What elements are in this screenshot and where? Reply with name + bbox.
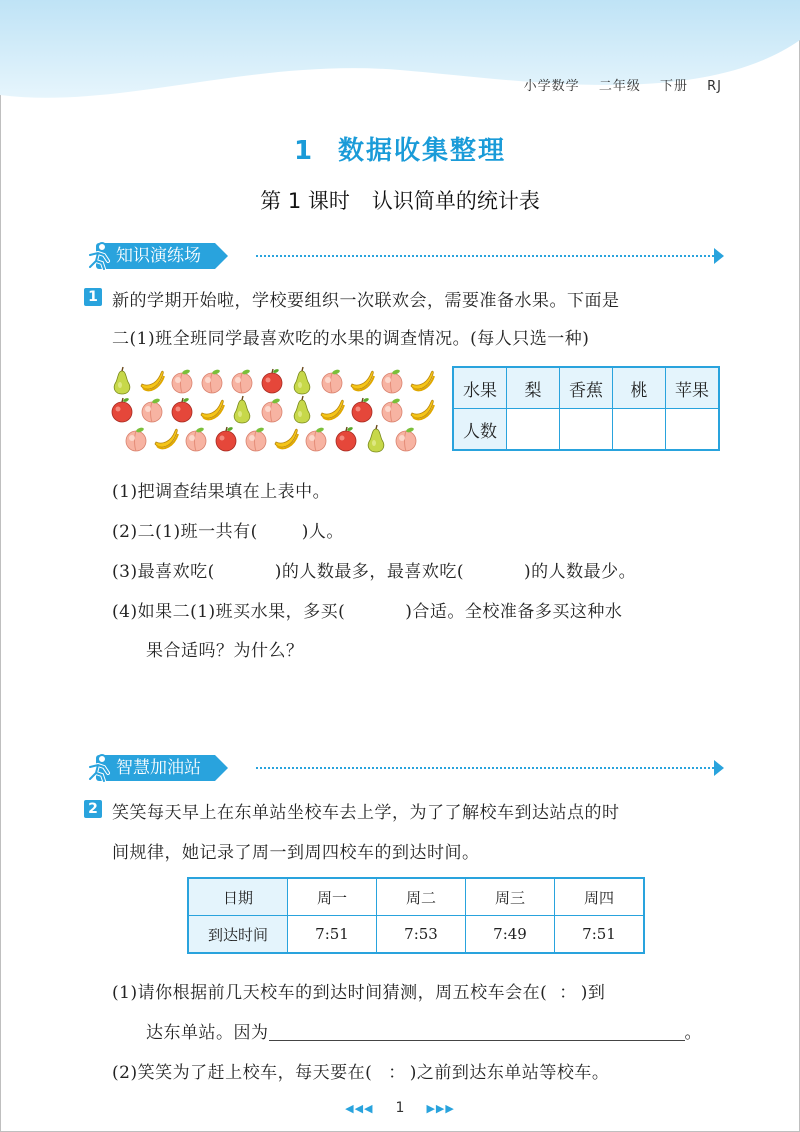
q1-sub1: (1)把调查结果填在上表中。: [112, 482, 331, 502]
q2-sub2-colon[interactable]: ：: [388, 1063, 406, 1083]
lesson-title: 认识简单的统计表: [371, 189, 540, 213]
peach-icon: [382, 398, 402, 422]
q1-sub3-c: )的人数最少。: [523, 562, 637, 582]
q2-sub1-b: )到: [580, 983, 606, 1003]
q1-text-line1: 新的学期开始啦，学校要组织一次联欢会，需要准备水果。下面是: [112, 291, 620, 311]
peach-icon: [232, 369, 252, 393]
q2-sub1-line2: [146, 1018, 702, 1043]
peach-icon: [262, 398, 282, 422]
fruit-illustration: [108, 366, 438, 456]
q2-sub1-a: (1)请你根据前几天校车的到达时间猜测，周五校车会在(: [112, 983, 548, 1003]
prev-arrows-icon: ◀◀◀: [345, 1102, 374, 1115]
banana-icon: [201, 400, 224, 419]
q2-text-line1: 笑笑每天早上在东单站坐校车去上学，为了了解校车到达站点的时: [112, 803, 620, 823]
peach-icon: [306, 427, 326, 451]
count-cell-apple[interactable]: [666, 409, 720, 451]
running-figure-icon: [84, 753, 114, 783]
page-title: [0, 130, 800, 167]
arrival-thursday: 7:51: [555, 916, 645, 954]
table-header-fruit: 水果: [453, 367, 507, 409]
peach-icon: [322, 369, 342, 393]
q1-sub4-line2: 果合适吗？为什么？: [146, 641, 304, 661]
q1-sub3-b: )的人数最多，最喜欢吃(: [274, 562, 464, 582]
banana-icon: [141, 371, 164, 390]
peach-icon: [126, 427, 146, 451]
bus-arrival-table: [187, 877, 645, 954]
q1-sub2-b: )人。: [301, 522, 344, 542]
arrow-right-icon: [714, 760, 724, 776]
q1-sub4-a: (4)如果二(1)班买水果，多买(: [112, 602, 346, 622]
q2-sub2-a: (2)笑笑为了赶上校车，每天要在(: [112, 1063, 373, 1083]
table-header-count: 人数: [453, 409, 507, 451]
section-challenge-label: 智慧加油站: [96, 755, 215, 781]
q1-sub2-a: (2)二(1)班一共有(: [112, 522, 258, 542]
apple-icon: [172, 397, 192, 422]
table-col-banana: 香蕉: [560, 367, 613, 409]
table-col-thursday: 周四: [555, 878, 645, 916]
q1-text-line2: 二(1)班全班同学最喜欢吃的水果的调查情况。(每人只选一种): [112, 329, 590, 349]
peach-icon: [186, 427, 206, 451]
q2-text-line2: 间规律，她记录了周一到周四校车的到达时间。: [112, 843, 480, 863]
lesson-number: 第 1 课时: [260, 189, 350, 213]
question-1-badge: 1: [84, 288, 102, 306]
table-col-peach: 桃: [613, 367, 666, 409]
pear-icon: [294, 396, 310, 423]
count-cell-peach[interactable]: [613, 409, 666, 451]
question-2-badge: 2: [84, 800, 102, 818]
apple-icon: [336, 426, 356, 451]
banana-icon: [321, 400, 344, 419]
apple-icon: [216, 426, 236, 451]
title-text: 数据收集整理: [338, 136, 507, 166]
count-cell-banana[interactable]: [560, 409, 613, 451]
apple-icon: [262, 368, 282, 393]
peach-icon: [142, 398, 162, 422]
q2-sub2-b: )之前到达东单站等校车。: [409, 1063, 610, 1083]
q2-sub1: [112, 978, 605, 1003]
q1-sub2: [112, 517, 344, 542]
table-col-wednesday: 周三: [466, 878, 555, 916]
table-col-tuesday: 周二: [377, 878, 466, 916]
q1-sub3-a: (3)最喜欢吃(: [112, 562, 215, 582]
header-grade: 二年级: [598, 79, 641, 94]
banana-icon: [275, 429, 298, 448]
arrow-right-icon: [714, 248, 724, 264]
q2-sub1-c: 达东单站。因为: [146, 1023, 269, 1043]
peach-icon: [382, 369, 402, 393]
pear-icon: [114, 367, 130, 394]
section-challenge-header: [84, 755, 724, 781]
section-practice-label: 知识演练场: [96, 243, 215, 269]
q2-sub2: [112, 1058, 609, 1083]
pear-icon: [234, 396, 250, 423]
page-footer: [0, 1100, 800, 1116]
title-number: 1: [293, 136, 315, 166]
page-number: 1: [395, 1100, 405, 1116]
table-header-arrival-time: 到达时间: [188, 916, 288, 954]
peach-icon: [172, 369, 192, 393]
count-cell-pear[interactable]: [507, 409, 560, 451]
fruit-survey-table: [452, 366, 720, 451]
next-arrows-icon: ▶▶▶: [426, 1102, 455, 1115]
q1-sub4-b: )合适。全校准备多买这种水: [405, 602, 623, 622]
section-dotted-line: [256, 767, 714, 769]
section-practice-header: [84, 243, 724, 269]
pear-icon: [368, 425, 384, 452]
apple-icon: [112, 397, 132, 422]
peach-icon: [246, 427, 266, 451]
q2-sub1-end: 。: [684, 1023, 702, 1043]
running-figure-icon: [84, 241, 114, 271]
q1-sub4: [112, 597, 622, 622]
table-header-date: 日期: [188, 878, 288, 916]
table-col-pear: 梨: [507, 367, 560, 409]
header-term: 下册: [659, 79, 688, 94]
pear-icon: [294, 367, 310, 394]
lesson-subtitle: [0, 185, 800, 215]
arrival-tuesday: 7:53: [377, 916, 466, 954]
answer-line-reason[interactable]: [269, 1022, 685, 1041]
arrival-monday: 7:51: [288, 916, 377, 954]
table-col-monday: 周一: [288, 878, 377, 916]
banana-icon: [411, 371, 434, 390]
arrival-wednesday: 7:49: [466, 916, 555, 954]
q1-sub3: [112, 557, 636, 582]
banana-icon: [155, 429, 178, 448]
header-wave: [0, 0, 800, 120]
banana-icon: [351, 371, 374, 390]
header-edition: RJ: [707, 79, 722, 94]
peach-icon: [396, 427, 416, 451]
table-col-apple: 苹果: [666, 367, 720, 409]
header-info: [510, 75, 722, 94]
header-subject: 小学数学: [523, 79, 580, 94]
section-dotted-line: [256, 255, 714, 257]
peach-icon: [202, 369, 222, 393]
banana-icon: [411, 400, 434, 419]
q2-sub1-colon[interactable]: ：: [559, 983, 577, 1003]
apple-icon: [352, 397, 372, 422]
